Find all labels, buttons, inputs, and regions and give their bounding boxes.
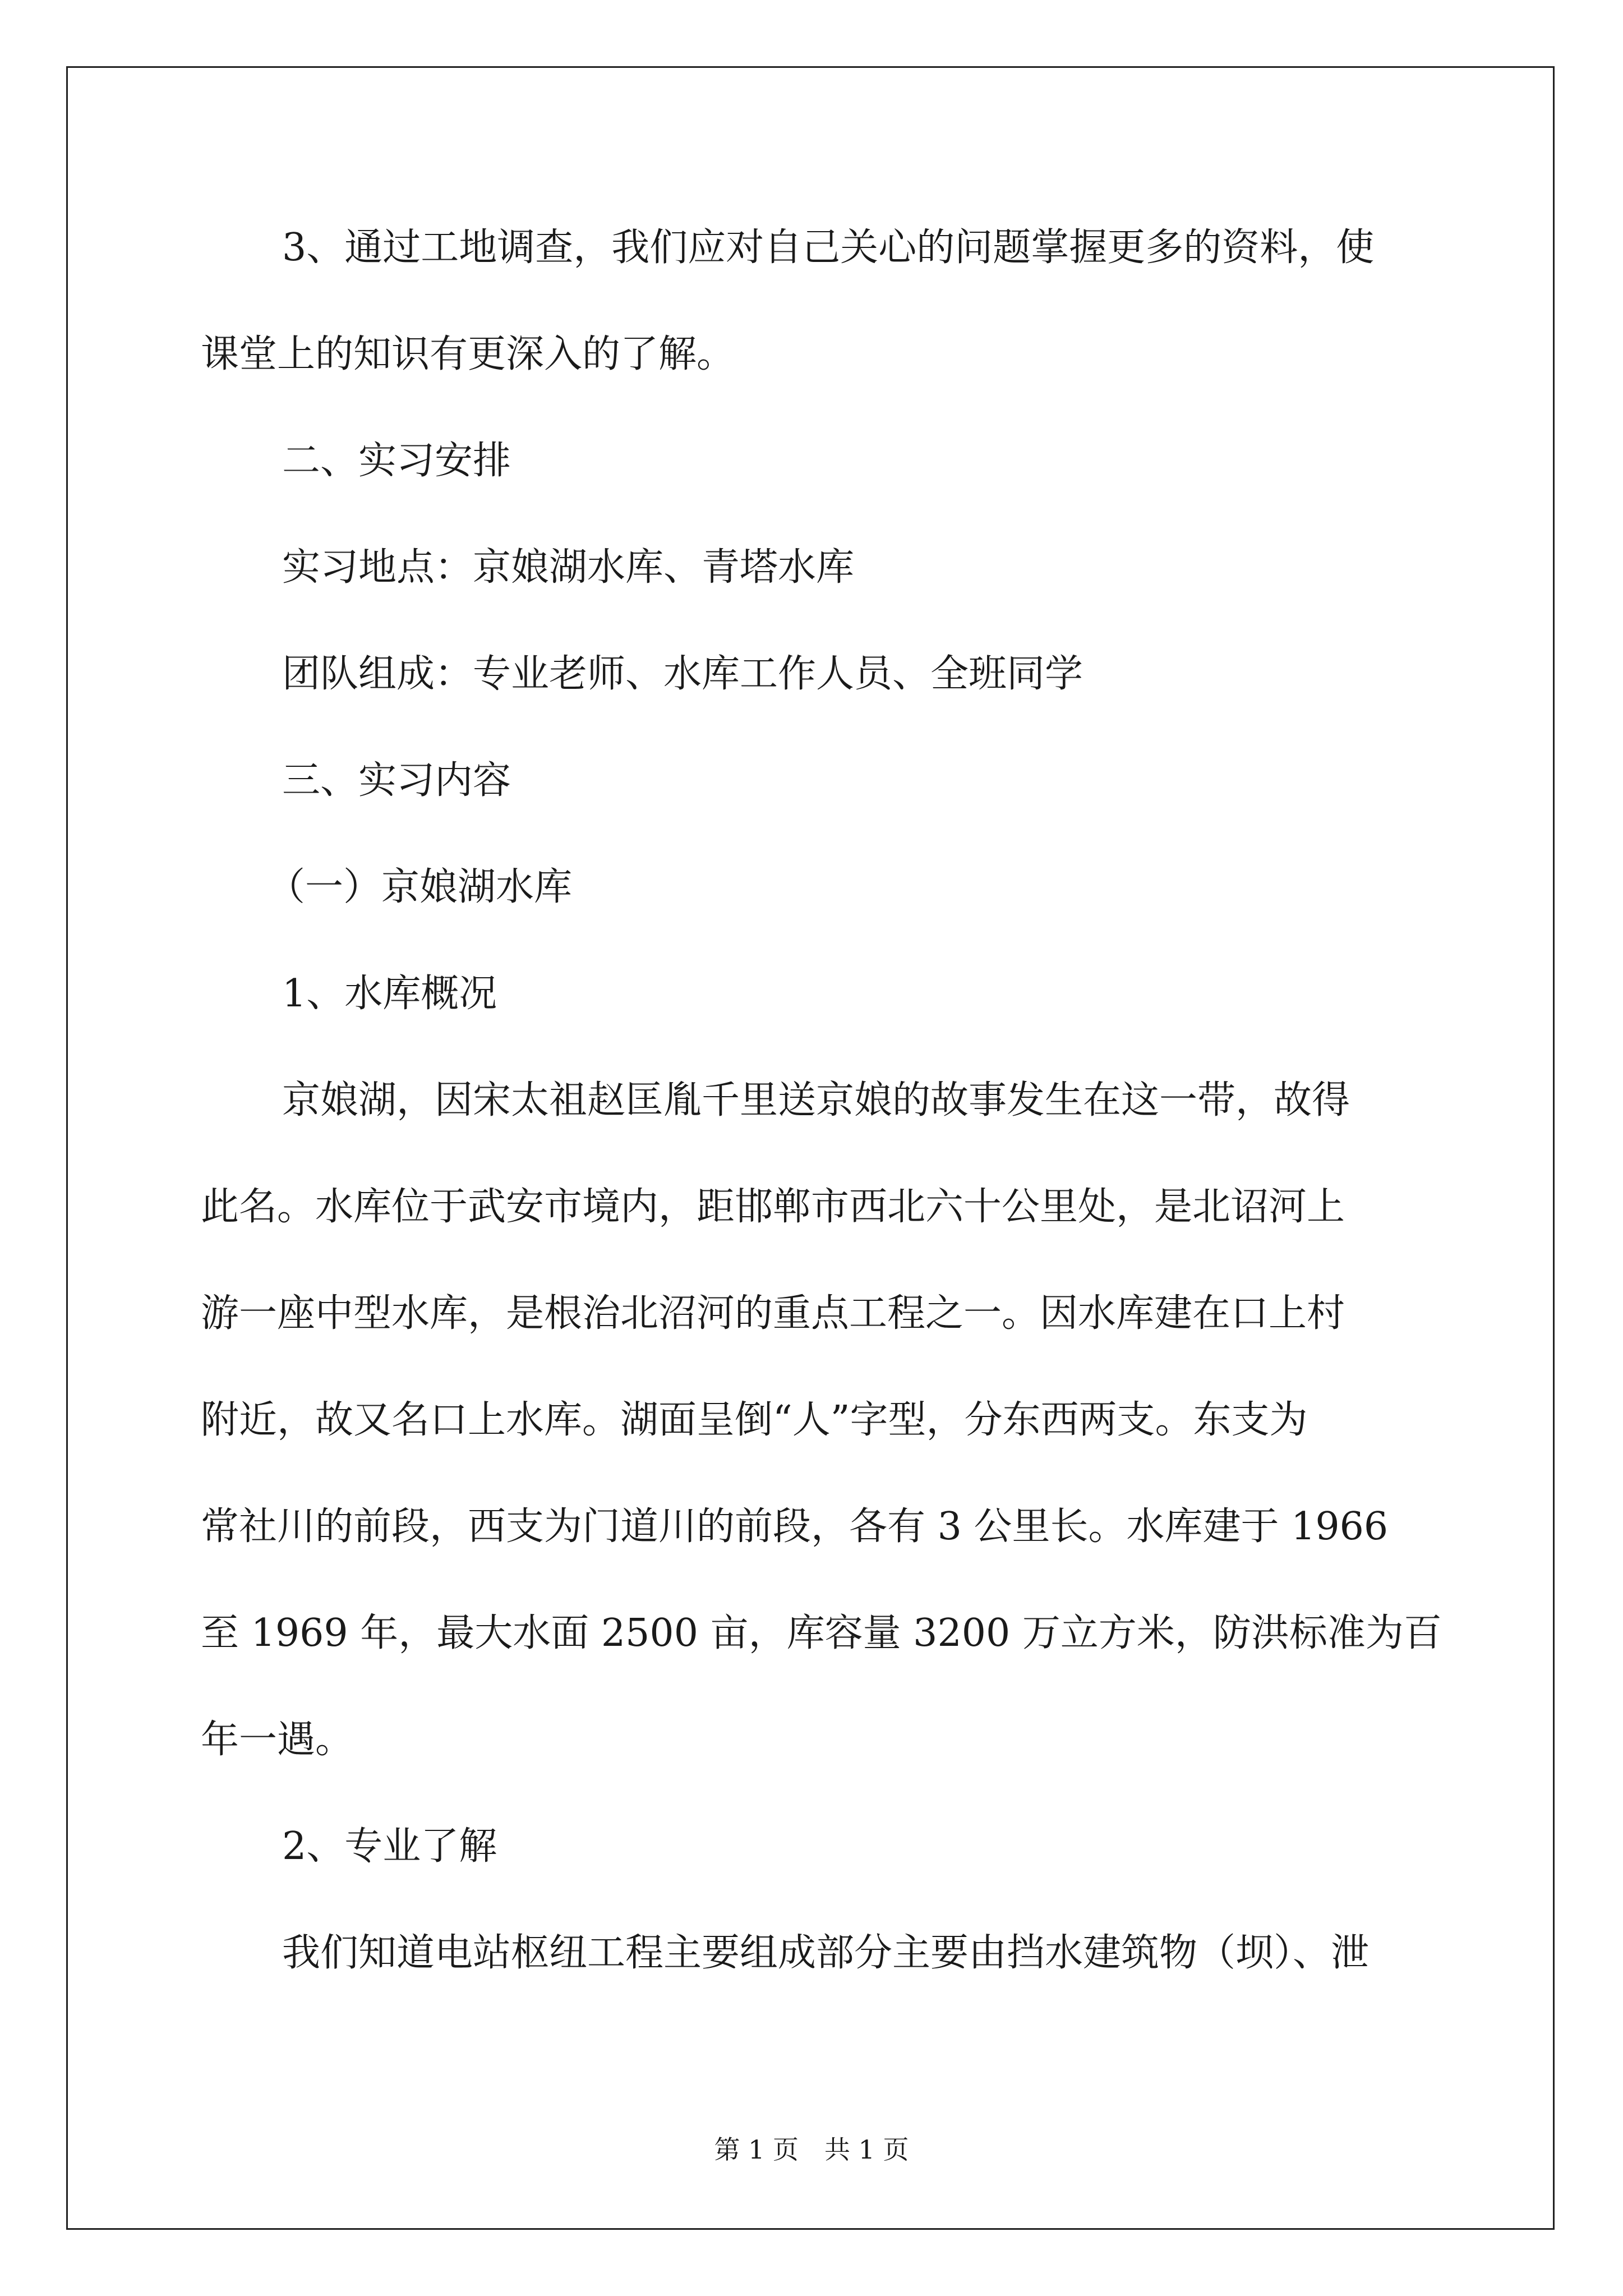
paragraph-line: 3、通过工地调查，我们应对自己关心的问题掌握更多的资料，使 <box>282 226 1375 270</box>
page-footer: 第 1 页 共 1 页 <box>714 2134 909 2165</box>
paragraph-line: 至 1969 年，最大水面 2500 亩，库容量 3200 万立方米，防洪标准为百 <box>201 1611 1442 1655</box>
item-heading: 1、水库概况 <box>282 972 497 1016</box>
subsection-heading: （一）京娘湖水库 <box>267 865 573 909</box>
paragraph-line: 年一遇。 <box>201 1718 354 1762</box>
paragraph-line: 我们知道电站枢纽工程主要组成部分主要由挡水建筑物（坝）、泄 <box>282 1931 1370 1975</box>
paragraph-line: 团队组成：专业老师、水库工作人员、全班同学 <box>282 652 1083 696</box>
paragraph-line: 课堂上的知识有更深入的了解。 <box>201 332 735 376</box>
paragraph-line: 实习地点：京娘湖水库、青塔水库 <box>282 545 855 590</box>
paragraph-line: 此名。水库位于武安市境内，距邯郸市西北六十公里处，是北诏河上 <box>201 1185 1345 1229</box>
paragraph-line: 京娘湖，因宋太祖赵匡胤千里送京娘的故事发生在这一带，故得 <box>282 1078 1350 1122</box>
section-heading: 三、实习内容 <box>282 758 511 803</box>
paragraph-line: 附近，故又名口上水库。湖面呈倒“人”字型，分东西两支。东支为 <box>201 1398 1308 1442</box>
item-heading: 2、专业了解 <box>282 1824 497 1869</box>
paragraph-line: 常社川的前段，西支为门道川的前段，各有 3 公里长。水库建于 1966 <box>201 1504 1389 1549</box>
paragraph-line: 游一座中型水库，是根治北沼河的重点工程之一。因水库建在口上村 <box>201 1291 1345 1336</box>
section-heading: 二、实习安排 <box>282 439 511 483</box>
page-border <box>66 66 1555 2230</box>
